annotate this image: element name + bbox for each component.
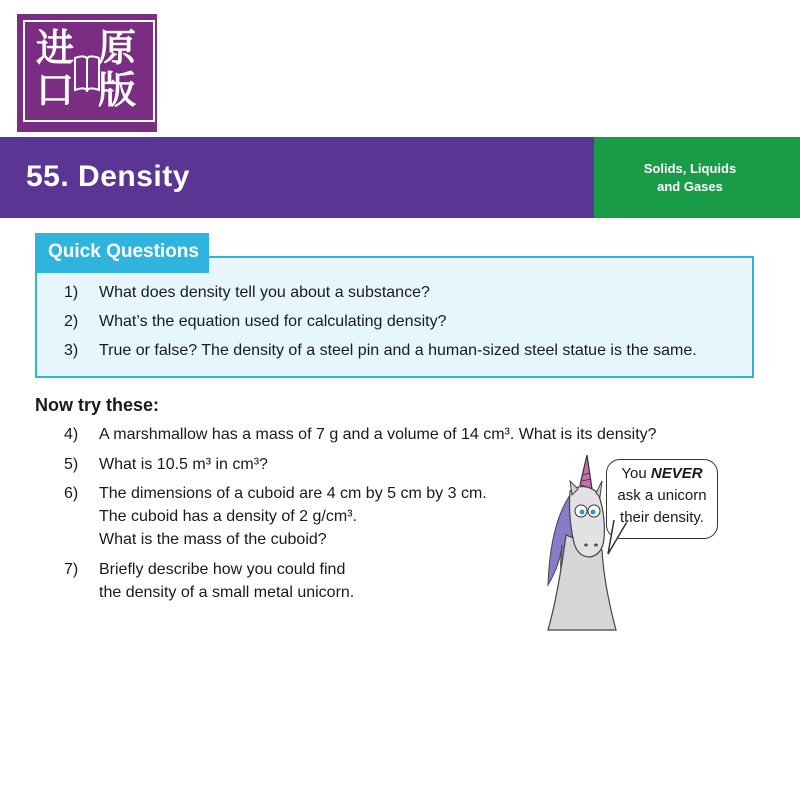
quick-questions-title: Quick Questions — [48, 241, 199, 262]
question-number: 2) — [64, 313, 79, 330]
question-number: 3) — [64, 342, 79, 359]
question-text-line: The dimensions of a cuboid are 4 cm by 5 cm by 3 cm. — [99, 485, 487, 502]
logo — [17, 14, 157, 132]
page-title: 55. Density — [26, 160, 190, 193]
section-heading: Now try these: — [35, 395, 160, 415]
logo-char-3: 口 — [35, 67, 74, 112]
question-text: True or false? The density of a steel pin and a human-sized steel statue is the same. — [99, 342, 697, 359]
speech-bubble-text — [606, 463, 718, 529]
question-text-line: What is the mass of the cuboid? — [99, 531, 327, 548]
logo-char-1: 进 — [35, 25, 74, 70]
question-text: What does density tell you about a substance? — [99, 284, 430, 301]
logo-char-4: 版 — [97, 67, 136, 112]
question-number: 4) — [64, 426, 79, 443]
question-text: What is 10.5 m³ in cm³? — [99, 456, 268, 473]
topic-line-1: Solids, Liquids — [643, 161, 737, 176]
topic-label — [600, 160, 780, 196]
question-number: 7) — [64, 561, 79, 578]
bubble-line-3: their density. — [620, 509, 704, 526]
bubble-line-1: You NEVER — [621, 465, 703, 482]
question-text-line: The cuboid has a density of 2 g/cm³. — [99, 508, 357, 525]
question-number: 5) — [64, 456, 79, 473]
question-text-line: the density of a small metal unicorn. — [99, 584, 355, 601]
question-text-line: Briefly describe how you could find — [99, 561, 346, 578]
topic-line-2: and Gases — [657, 179, 723, 194]
logo-book-icon — [73, 54, 101, 94]
question-text: A marshmallow has a mass of 7 g and a volume of 14 cm³. What is its density? — [99, 426, 657, 443]
question-number: 6) — [64, 485, 79, 502]
logo-char-2: 原 — [97, 25, 136, 70]
bubble-line-2: ask a unicorn — [617, 487, 707, 504]
bubble-emphasis: NEVER — [650, 465, 703, 482]
question-number: 1) — [64, 284, 79, 301]
question-text: What’s the equation used for calculating density? — [99, 313, 447, 330]
